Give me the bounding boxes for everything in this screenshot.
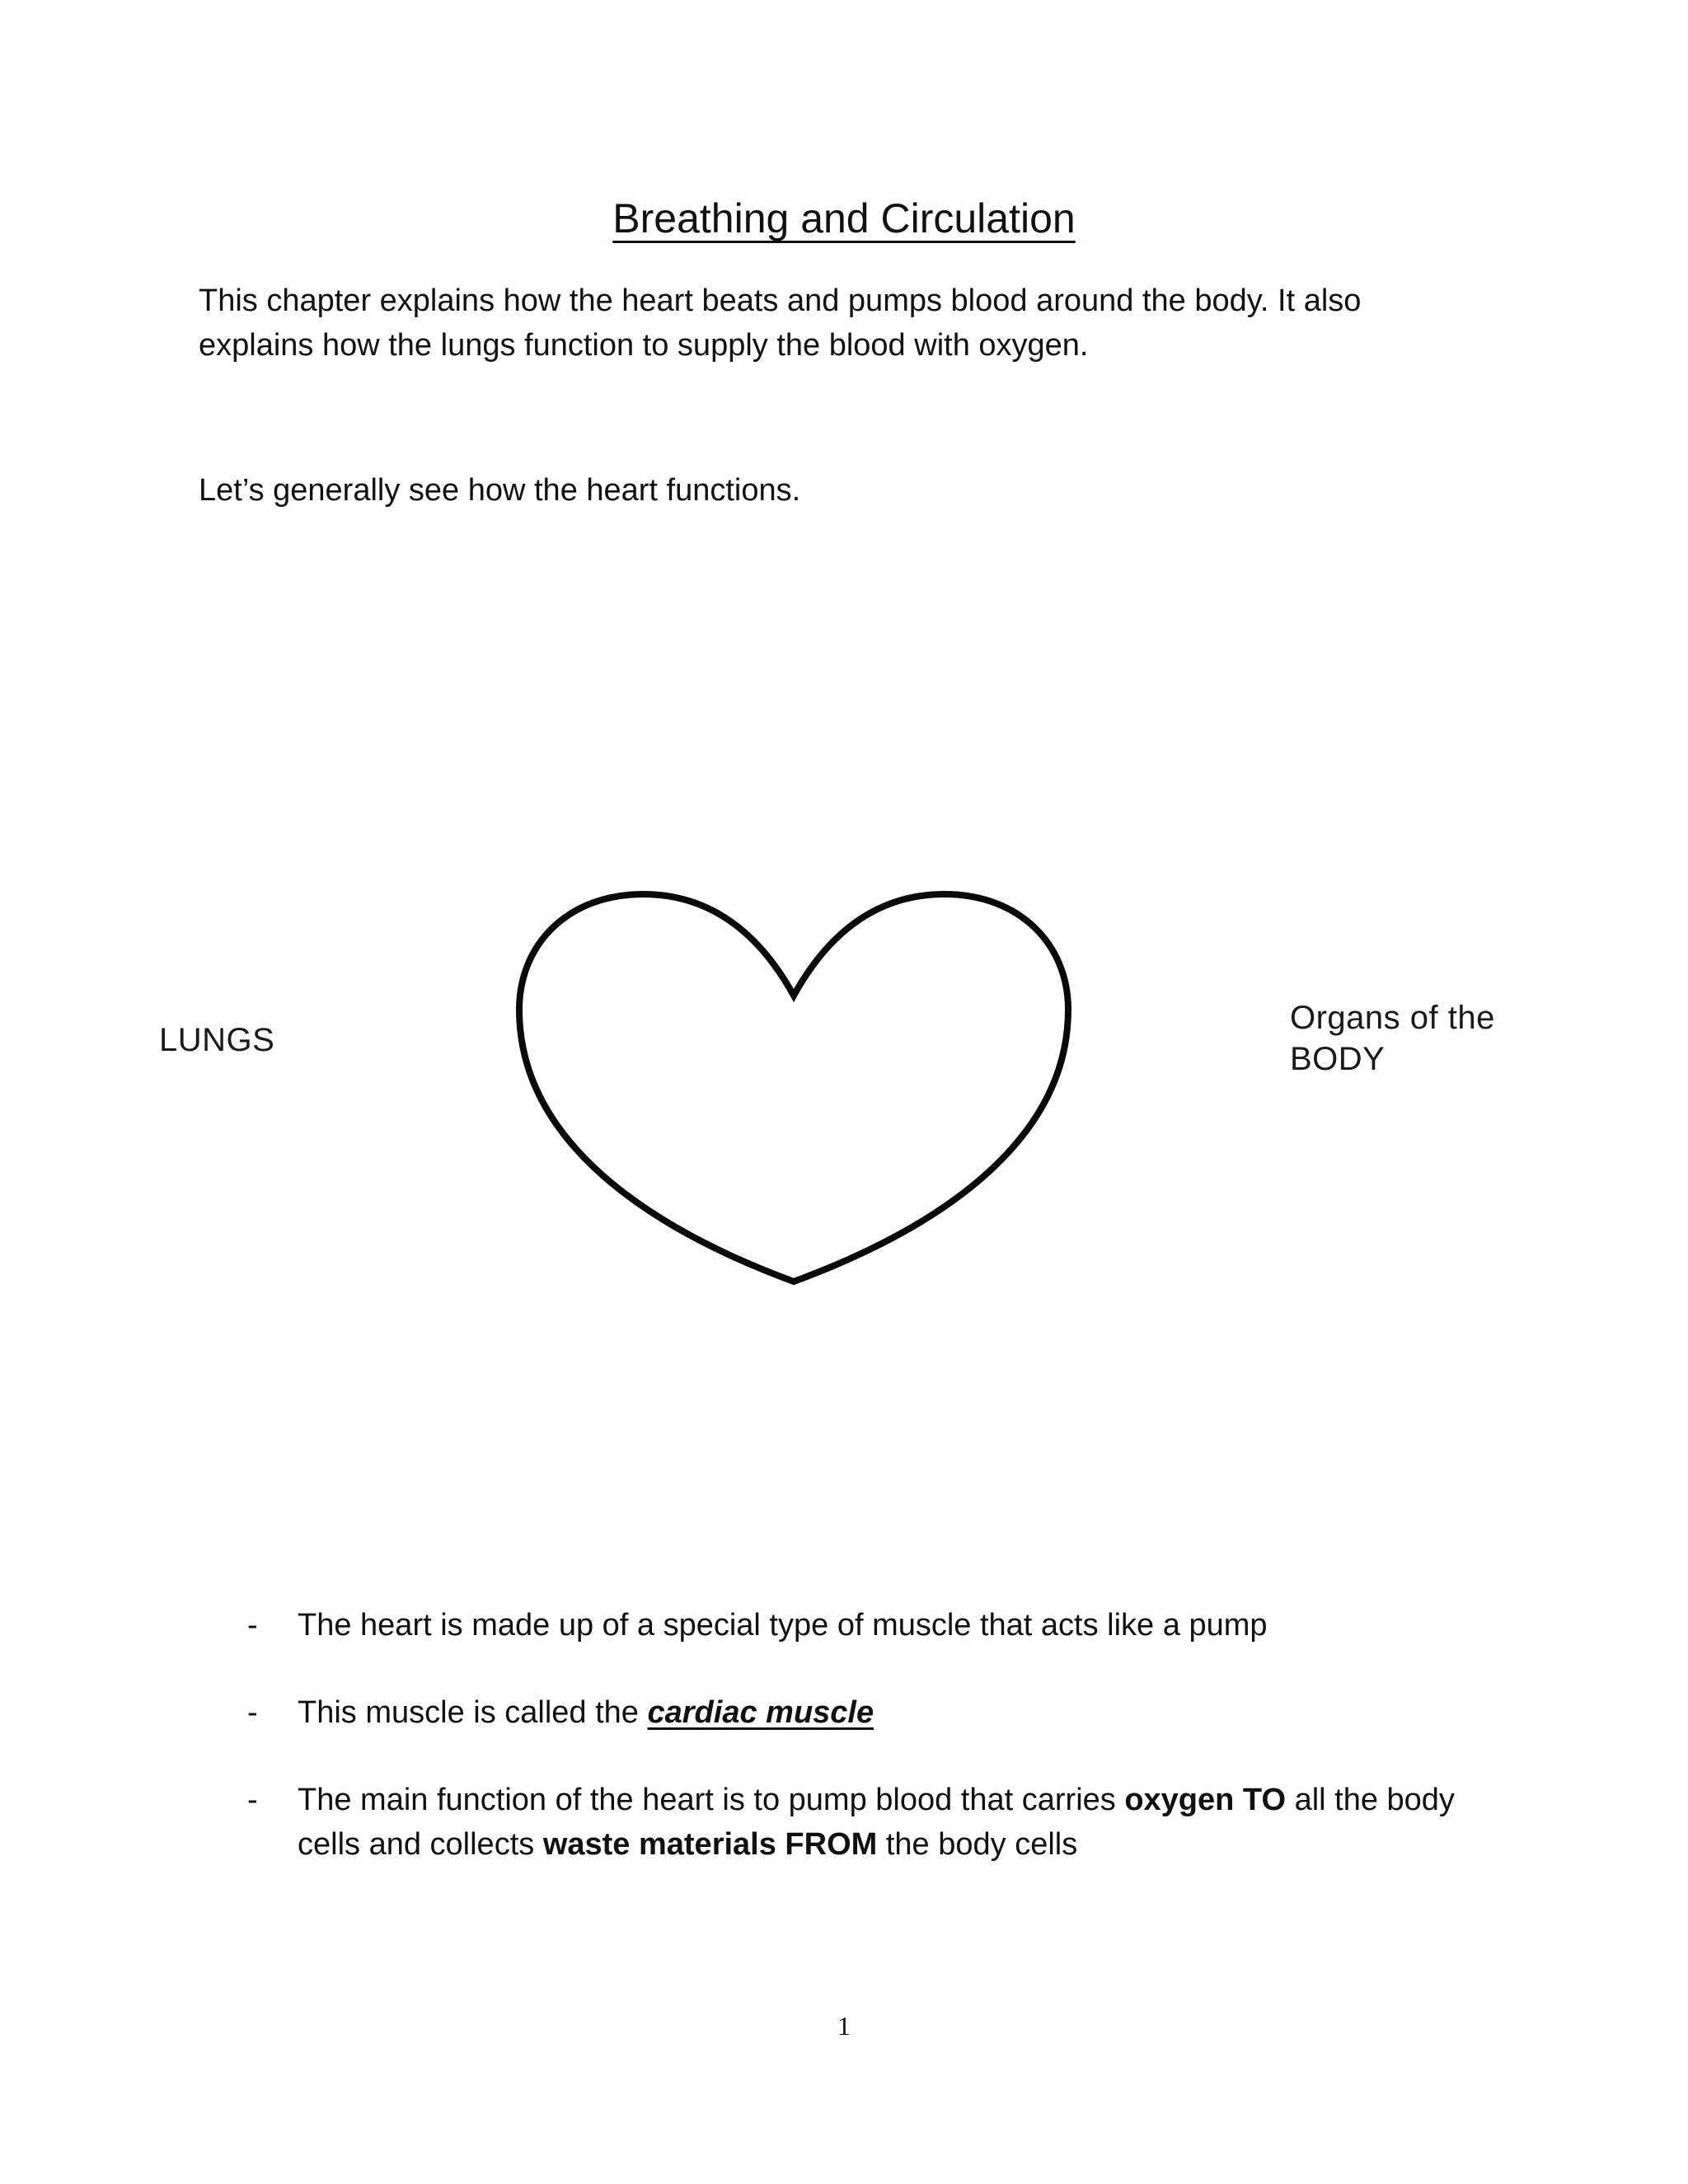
page-number: 1 — [837, 2011, 851, 2041]
body-organs-label — [1290, 997, 1620, 1080]
list-item-text: This muscle is called the — [298, 1695, 648, 1730]
list-item — [0, 1690, 1493, 1735]
intro-paragraph: This chapter explains how the heart beats and pumps blood around the body. It also explains how the lungs function to supply the blood with oxygen. — [199, 284, 1362, 363]
list-dash: - — [247, 1608, 258, 1643]
page-title: Breathing and Circulation — [612, 195, 1076, 241]
body-organs-label-line2: BODY — [1290, 1041, 1386, 1077]
lead-sentence: Let’s generally see how the heart functions. — [199, 473, 801, 508]
lungs-label: LUNGS — [159, 1022, 275, 1058]
body-organs-label-line1: Organs of the — [1290, 1000, 1495, 1036]
list-item — [0, 1778, 1493, 1867]
list-dash: - — [247, 1783, 258, 1817]
list-dash: - — [247, 1695, 258, 1730]
heart-icon — [519, 894, 1068, 1282]
cardiac-muscle-term: cardiac muscle — [647, 1695, 874, 1730]
list-item-text: The heart is made up of a special type of muscle that acts like a pump — [298, 1608, 1268, 1643]
waste-from-emphasis: waste materials FROM — [542, 1827, 878, 1862]
oxygen-to-emphasis: oxygen TO — [1124, 1783, 1287, 1817]
list-item-text: the body cells — [877, 1827, 1078, 1862]
fact-list — [0, 1603, 1688, 1910]
list-item-text: all the body cells and collects — [298, 1783, 1455, 1862]
list-item — [0, 1603, 1493, 1647]
list-item-text: The main function of the heart is to pump blood that carries — [298, 1783, 1125, 1817]
